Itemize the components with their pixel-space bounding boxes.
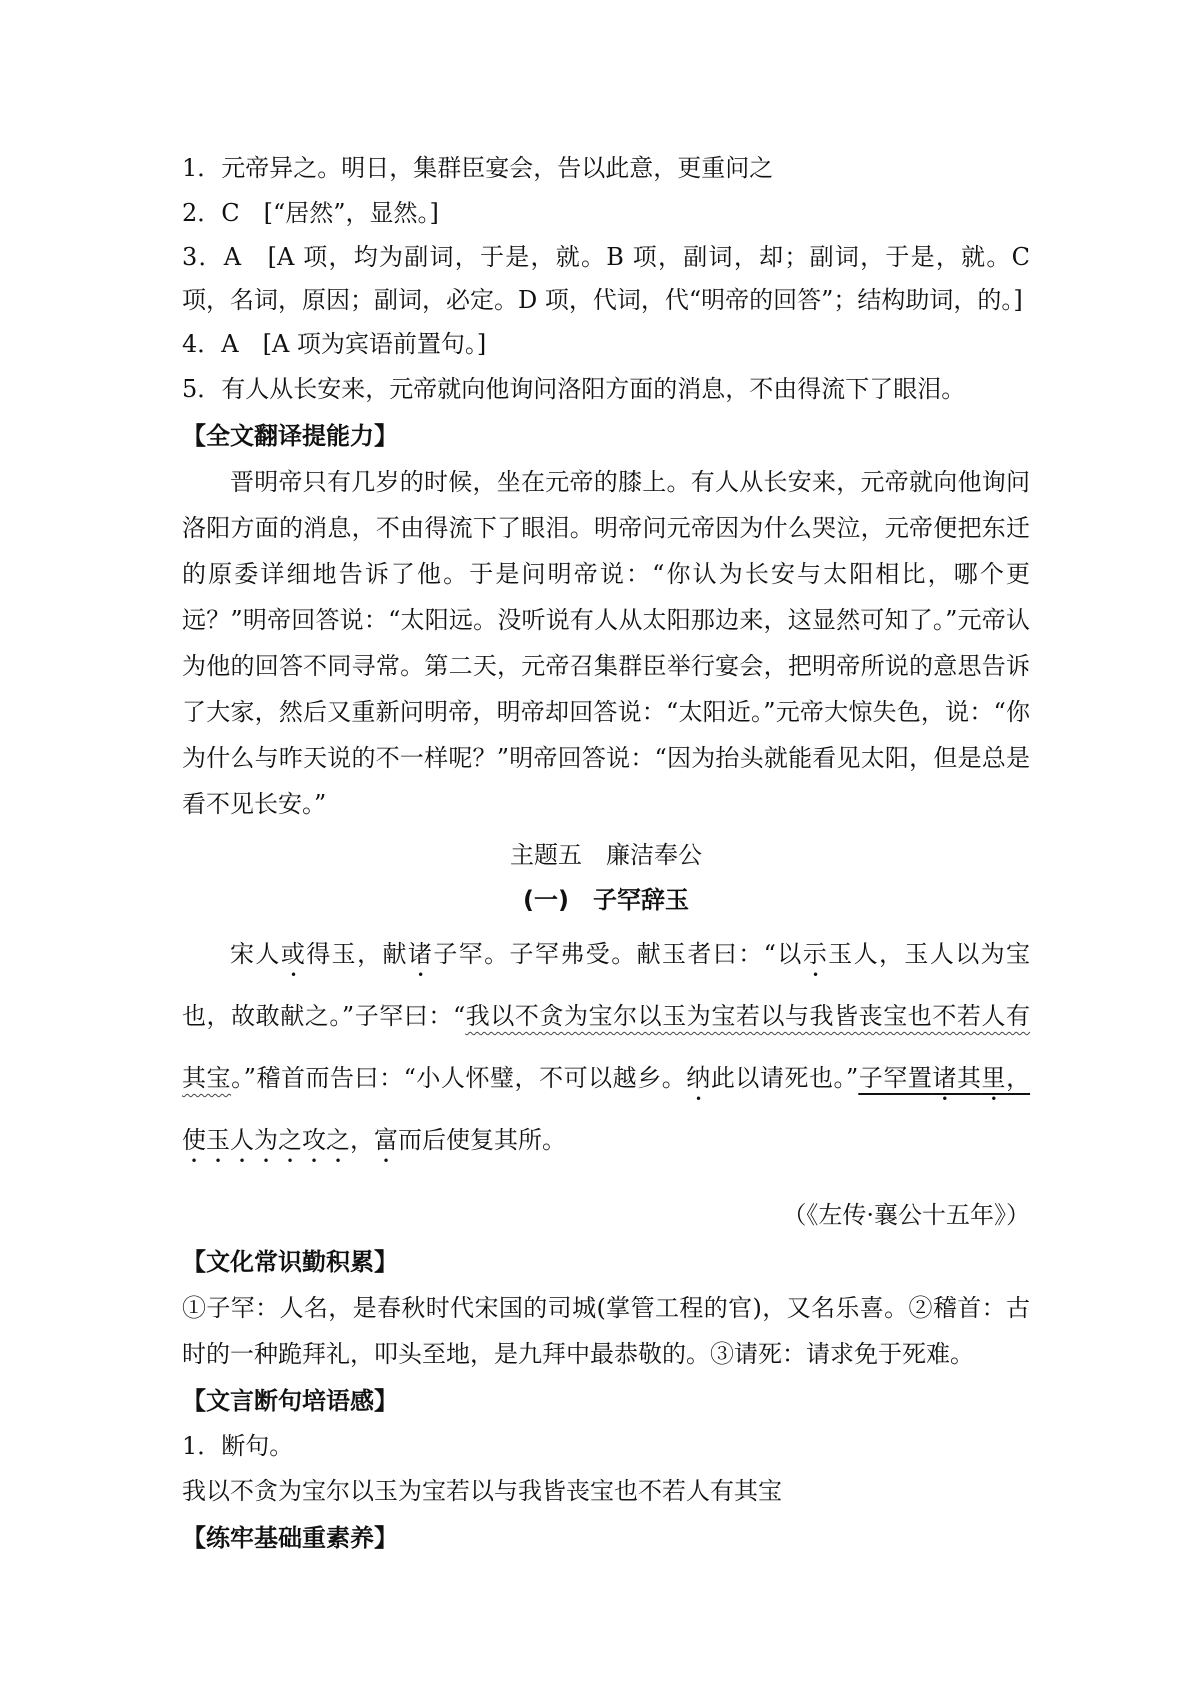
dotted-word: 或 — [280, 940, 307, 968]
passage-text: 其 — [956, 1064, 982, 1092]
dotted-word: 诸 — [407, 940, 434, 968]
answer-2: 2．C [“居然”，显然。] — [182, 199, 439, 227]
passage-text: 得玉，献 — [306, 940, 408, 968]
dotted-phrase: 使玉人为之攻之 — [182, 1126, 350, 1154]
translation-heading: 【全文翻译提能力】 — [182, 422, 398, 450]
dotted-word: 纳 — [686, 1064, 711, 1092]
passage-text: 玉人，玉人以为宝也，故敢献之。”子罕曰：“ — [182, 940, 1031, 1030]
dotted-word: 里 — [981, 1064, 1007, 1092]
answer-4: 4．A [A 项为宾语前置句。] — [182, 330, 487, 358]
answer-5: 5．有人从长安来，元帝就向他询问洛阳方面的消息，不由得流下了眼泪。 — [182, 375, 966, 403]
culture-notes: ①子罕：人名，是春秋时代宋国的司城(掌管工程的官)，又名乐喜。②稽首：古时的一种跪拜礼，叩头至地，是九拜中最恭敬的。③请死：请求免于死难。 — [182, 1294, 1030, 1368]
punctuation-question: 1．断句。 — [182, 1432, 294, 1460]
passage-text: 宋人 — [230, 940, 281, 968]
passage-text: ， — [1006, 1064, 1031, 1092]
passage-text: 此以请死也。” — [710, 1064, 859, 1092]
dotted-word: 诸 — [932, 1064, 957, 1092]
passage-text: ， — [350, 1126, 374, 1154]
culture-heading: 【文化常识勤积累】 — [182, 1248, 398, 1276]
passage-text: 。”稽首而告曰：“小人怀璧，不可以越乡。 — [231, 1064, 687, 1092]
passage-source: （《左传·襄公十五年》） — [782, 1201, 1030, 1229]
underlined-sentence — [858, 1064, 1030, 1092]
passage-text: 而后使复其所。 — [398, 1126, 566, 1154]
basics-heading: 【练牢基础重素养】 — [182, 1524, 398, 1552]
passage-text: 子罕。子罕弗受。献玉者曰：“以 — [433, 940, 803, 968]
passage-text: 子罕置 — [858, 1064, 933, 1092]
wavy-underlined-sentence: 我以不贪为宝尔以玉为宝若以与我皆丧宝也不若人有其宝 — [182, 1002, 1031, 1092]
answer-3: 3．A [A 项，均为副词，于是，就。B 项，副词，却；副词，于是，就。C 项，名词，原因；副词，必定。D 项，代词，代“明帝的回答”；结构助词，的。] — [182, 243, 1030, 314]
dotted-word: 富 — [374, 1126, 398, 1154]
dotted-word: 示 — [802, 940, 829, 968]
theme-title: 主题五 廉洁奉公 — [510, 841, 702, 869]
punctuation-text: 我以不贪为宝尔以玉为宝若以与我皆丧宝也不若人有其宝 — [182, 1477, 782, 1505]
passage-title: (一) 子罕辞玉 — [523, 886, 689, 914]
translation-paragraph: 晋明帝只有几岁的时候，坐在元帝的膝上。有人从长安来，元帝就向他询问洛阳方面的消息，不由得流下了眼泪。明帝问元帝因为什么哭泣，元帝便把东迁的原委详细地告诉了他。于是问明帝说：“你认为长安与太阳相比，哪个更远？”明帝回答说：“太阳远。没听说有人从太阳那边来，这显然可知了。”元帝认为他的回答不同寻常。第二天，元帝召集群臣举行宴会，把明帝所说的意思告诉了大家，然后又重新问明帝，明帝却回答说：“太阳近。”元帝大惊失色，说：“你为什么与昨天说的不一样呢？”明帝回答说：“因为抬头就能看见太阳，但是总是看不见长安。” — [182, 468, 1030, 818]
answer-1: 1．元帝异之。明日，集群臣宴会，告以此意，更重问之 — [182, 154, 774, 182]
punctuation-heading: 【文言断句培语感】 — [182, 1387, 398, 1415]
classical-passage — [182, 923, 1030, 1171]
